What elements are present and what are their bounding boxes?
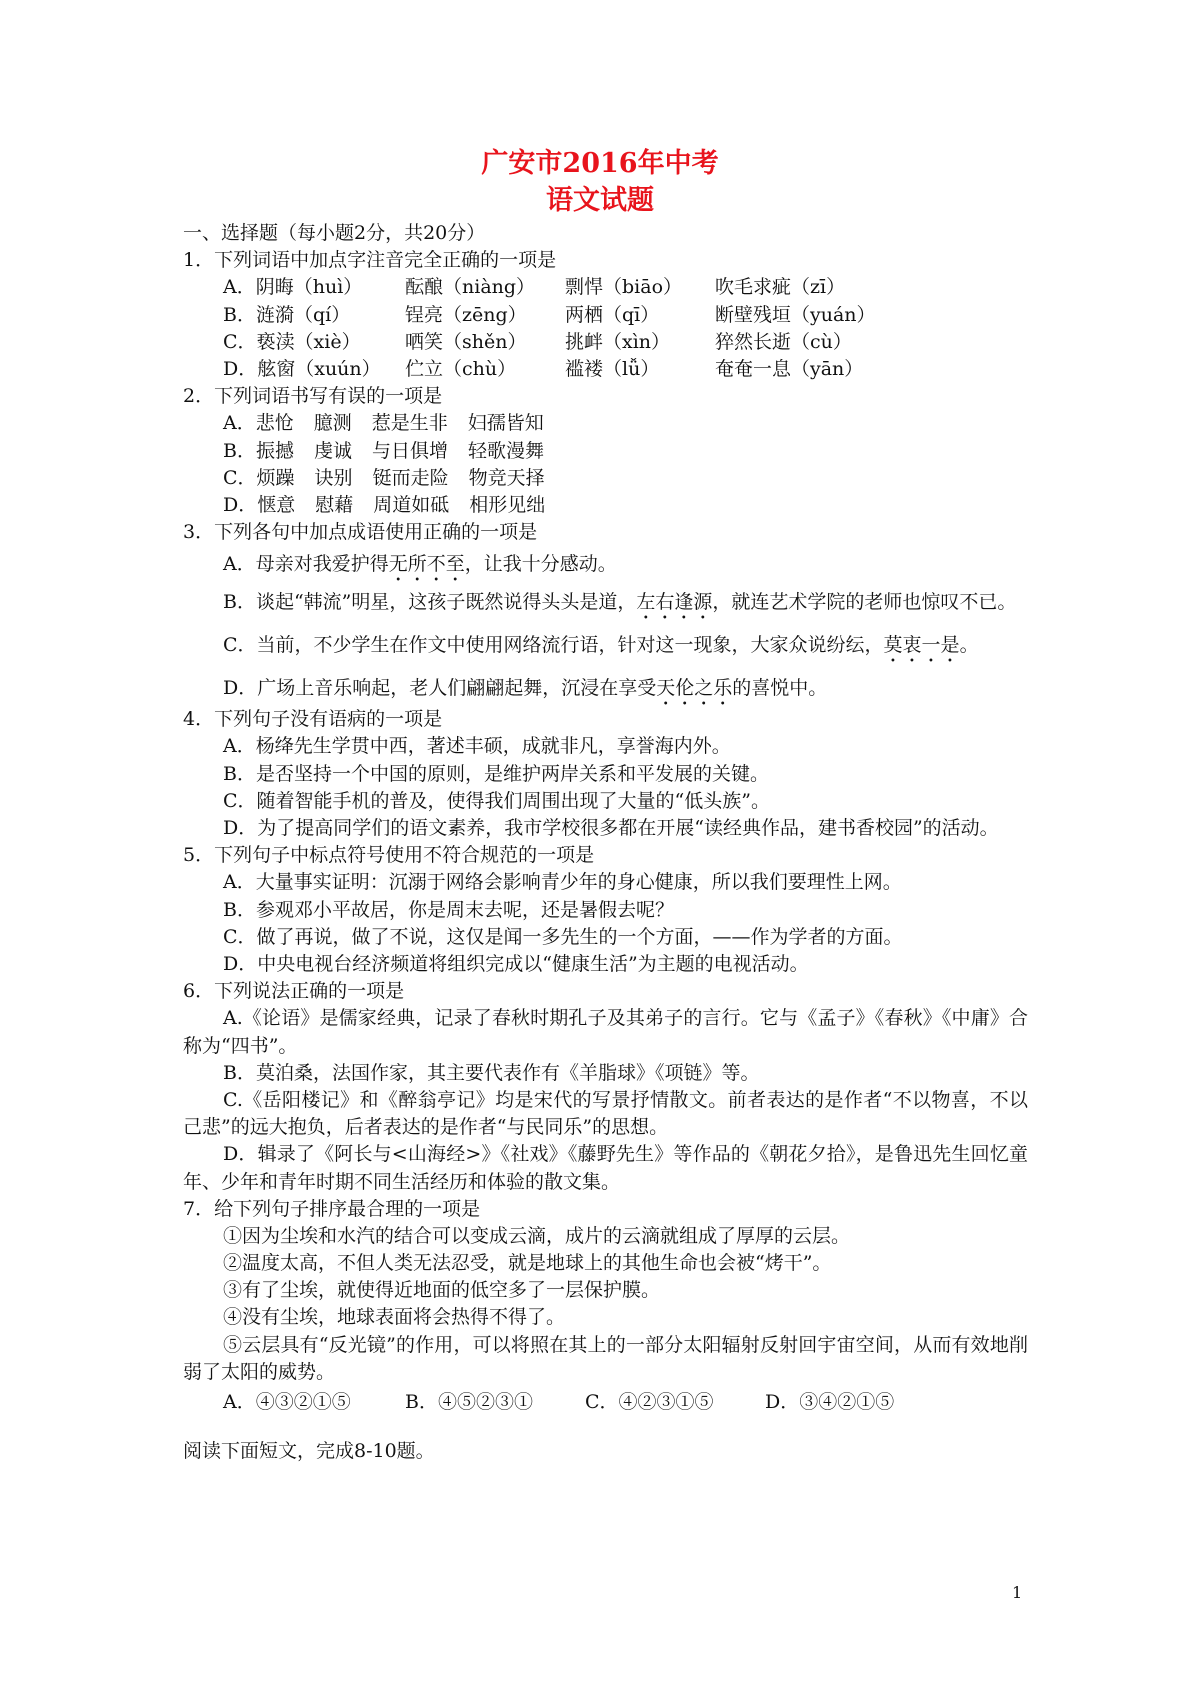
question-7-sentence-1: ①因为尘埃和水汽的结合可以变成云滴，成片的云滴就组成了厚厚的云层。 [223,1224,851,1247]
question-3-stem: 3．下列各句中加点成语使用正确的一项是 [183,521,538,544]
q2-d-word: 相形见绌 [469,493,546,516]
spacer [183,1416,1028,1438]
q2-a-word: 臆测 [313,412,352,435]
q7-option-c: C．④②③①⑤ [585,1391,714,1414]
q1-a-item: A．阴晦（huì） [223,276,363,299]
question-5-option-a: A．大量事实证明：沉溺于网络会影响青少年的身心健康，所以我们要理性上网。 [223,871,902,894]
reading-instruction: 阅读下面短文，完成8-10题。 [183,1440,435,1463]
page-number: 1 [1012,1583,1023,1602]
q1-d-item: 伫立（chù） [405,357,517,380]
q2-c-word: 铤而走险 [372,466,449,489]
q3-b-text: ，就连艺术学院的老师也惊叹不已。 [712,591,1017,614]
question-4-stem: 4．下列句子没有语病的一项是 [183,708,443,731]
q2-c-word: 物竞天择 [468,466,545,489]
section-heading: 一、选择题（每小题2分，共20分） [183,222,486,244]
q1-b-item: B．涟漪（qí） [223,303,351,326]
question-2-option-c [183,465,1028,492]
question-6-option-a: A.《论语》是儒家经典，记录了春秋时期孔子及其弟子的言行。它与《孟子》《春秋》《中庸》合称为“四书”。 [183,1007,1028,1057]
q1-b-item: 断壁残垣（yuán） [715,303,876,326]
question-3-option-c [183,627,1028,667]
q3-d-text: 的喜悦中。 [732,677,828,700]
q1-d-item: 褴褛（lǚ） [565,357,660,380]
question-6-option-d: D．辑录了《阿长与<山海经>》《社戏》《藤野先生》等作品的《朝花夕拾》，是鲁迅先生回忆童年、少年和青年时期不同生活经历和体验的散文集。 [183,1143,1028,1193]
q1-d-item: D．舷窗（xuún） [223,357,381,380]
question-2-option-b [183,438,1028,465]
q2-b-word: 与日俱增 [371,439,448,462]
question-3-option-b [183,584,1028,624]
q2-b-word: B．振撼 [223,439,294,462]
page-subtitle: 语文试题 [546,185,654,216]
q7-option-b: B．④⑤②③① [405,1391,533,1414]
exam-content [183,220,1028,1465]
question-7-sentence-5: ⑤云层具有“反光镜”的作用，可以将照在其上的一部分太阳辐射反射回宇宙空间，从而有效地削弱了太阳的威势。 [183,1333,1028,1383]
question-4-option-d: D．为了提高同学们的语文素养，我市学校很多都在开展“读经典作品，建书香校园”的活动。 [223,817,999,839]
question-7-sentence-4: ④没有尘埃，地球表面将会热得不得了。 [223,1306,566,1329]
q1-c-item: 哂笑（shěn） [405,330,527,353]
question-4-option-b: B．是否坚持一个中国的原则，是维护两岸关系和平发展的关键。 [223,762,769,785]
q1-a-item: 吹毛求疵（zī） [715,276,846,299]
question-5-option-d: D．中央电视台经济频道将组织完成以“健康生活”为主题的电视活动。 [223,952,809,975]
question-7-options [183,1389,1028,1416]
q1-c-item: 挑衅（xìn） [565,330,671,353]
q2-c-word: C．烦躁 [223,466,295,489]
q3-c-text: C．当前，不少学生在作文中使用网络流行语，针对这一现象，大家众说纷纭， [223,634,884,657]
question-1-option-b [183,302,1028,329]
q3-b-text: B．谈起“韩流”明星，这孩子既然说得头头是道， [223,591,637,614]
question-5-option-c: C．做了再说，做了不说，这仅是闻一多先生的一个方面，——作为学者的方面。 [223,925,903,948]
q3-a-idiom: 无所不至 [388,553,465,576]
question-2-stem: 2．下列词语书写有误的一项是 [183,385,443,408]
question-1-option-d [183,356,1028,383]
q2-c-word: 诀别 [314,466,353,489]
question-7-stem: 7．给下列句子排序最合理的一项是 [183,1197,481,1220]
question-7-sentence-2: ②温度太高，不但人类无法忍受，就是地球上的其他生命也会被“烤干”。 [223,1252,832,1275]
question-2-option-a [183,410,1028,437]
q3-a-text: ，让我十分感动。 [464,553,617,576]
q3-c-text: 。 [959,634,979,657]
q2-b-word: 轻歌漫舞 [468,439,545,462]
q2-d-word: D．惬意 [223,493,296,516]
q3-d-idiom: 天伦之乐 [656,677,733,700]
q2-a-word: A．悲怆 [223,412,294,435]
question-2-option-d [183,492,1028,519]
q1-a-item: 剽悍（biāo） [565,276,683,299]
question-6-option-c: C.《岳阳楼记》和《醉翁亭记》均是宋代的写景抒情散文。前者表达的是作者“不以物喜，不以己悲”的远大抱负，后者表达的是作者“与民同乐”的思想。 [183,1088,1028,1139]
question-5-option-b: B．参观邓小平故居，你是周末去呢，还是暑假去呢？ [223,898,674,921]
q2-a-word: 惹是生非 [371,412,448,435]
q3-a-text: A．母亲对我爱护得 [223,553,389,576]
question-3-option-d [183,670,1028,706]
q3-c-idiom: 莫衷一是 [883,634,960,657]
q7-option-d: D．③④②①⑤ [765,1391,895,1414]
q1-b-item: 锃亮（zēng） [405,303,527,326]
q2-a-word: 妇孺皆知 [467,412,544,435]
question-1-stem: 1．下列词语中加点字注音完全正确的一项是 [183,249,557,272]
q2-d-word: 慰藉 [315,493,354,516]
question-6-stem: 6．下列说法正确的一项是 [183,980,405,1003]
q2-b-word: 虔诚 [313,439,352,462]
question-6-option-b: B．莫泊桑，法国作家，其主要代表作有《羊脂球》《项链》等。 [223,1061,760,1084]
q3-d-text: D．广场上音乐响起，老人们翩翩起舞，沉浸在享受 [223,677,657,700]
question-5-stem: 5．下列句子中标点符号使用不符合规范的一项是 [183,844,595,867]
q2-d-word: 周道如砥 [373,493,450,516]
q1-b-item: 两栖（qī） [565,303,660,326]
question-4-option-a: A．杨绛先生学贯中西，著述丰硕，成就非凡，享誉海内外。 [223,735,731,758]
question-1-option-c [183,329,1028,356]
q1-a-item: 酝酿（niàng） [405,276,536,299]
q3-b-idiom: 左右逢源 [636,591,713,614]
page-title: 广安市2016年中考 [481,148,719,179]
q1-c-item: C．亵渎（xiè） [223,330,361,353]
q1-c-item: 猝然长逝（cù） [715,330,852,353]
question-4-option-c: C．随着智能手机的普及，使得我们周围出现了大量的“低头族”。 [223,789,770,812]
question-1-option-a [183,274,1028,301]
q7-option-a: A．④③②①⑤ [223,1391,351,1414]
question-3-option-a [183,546,1028,582]
q1-d-item: 奄奄一息（yān） [715,357,864,380]
question-7-sentence-3: ③有了尘埃，就使得近地面的低空多了一层保护膜。 [223,1279,661,1302]
